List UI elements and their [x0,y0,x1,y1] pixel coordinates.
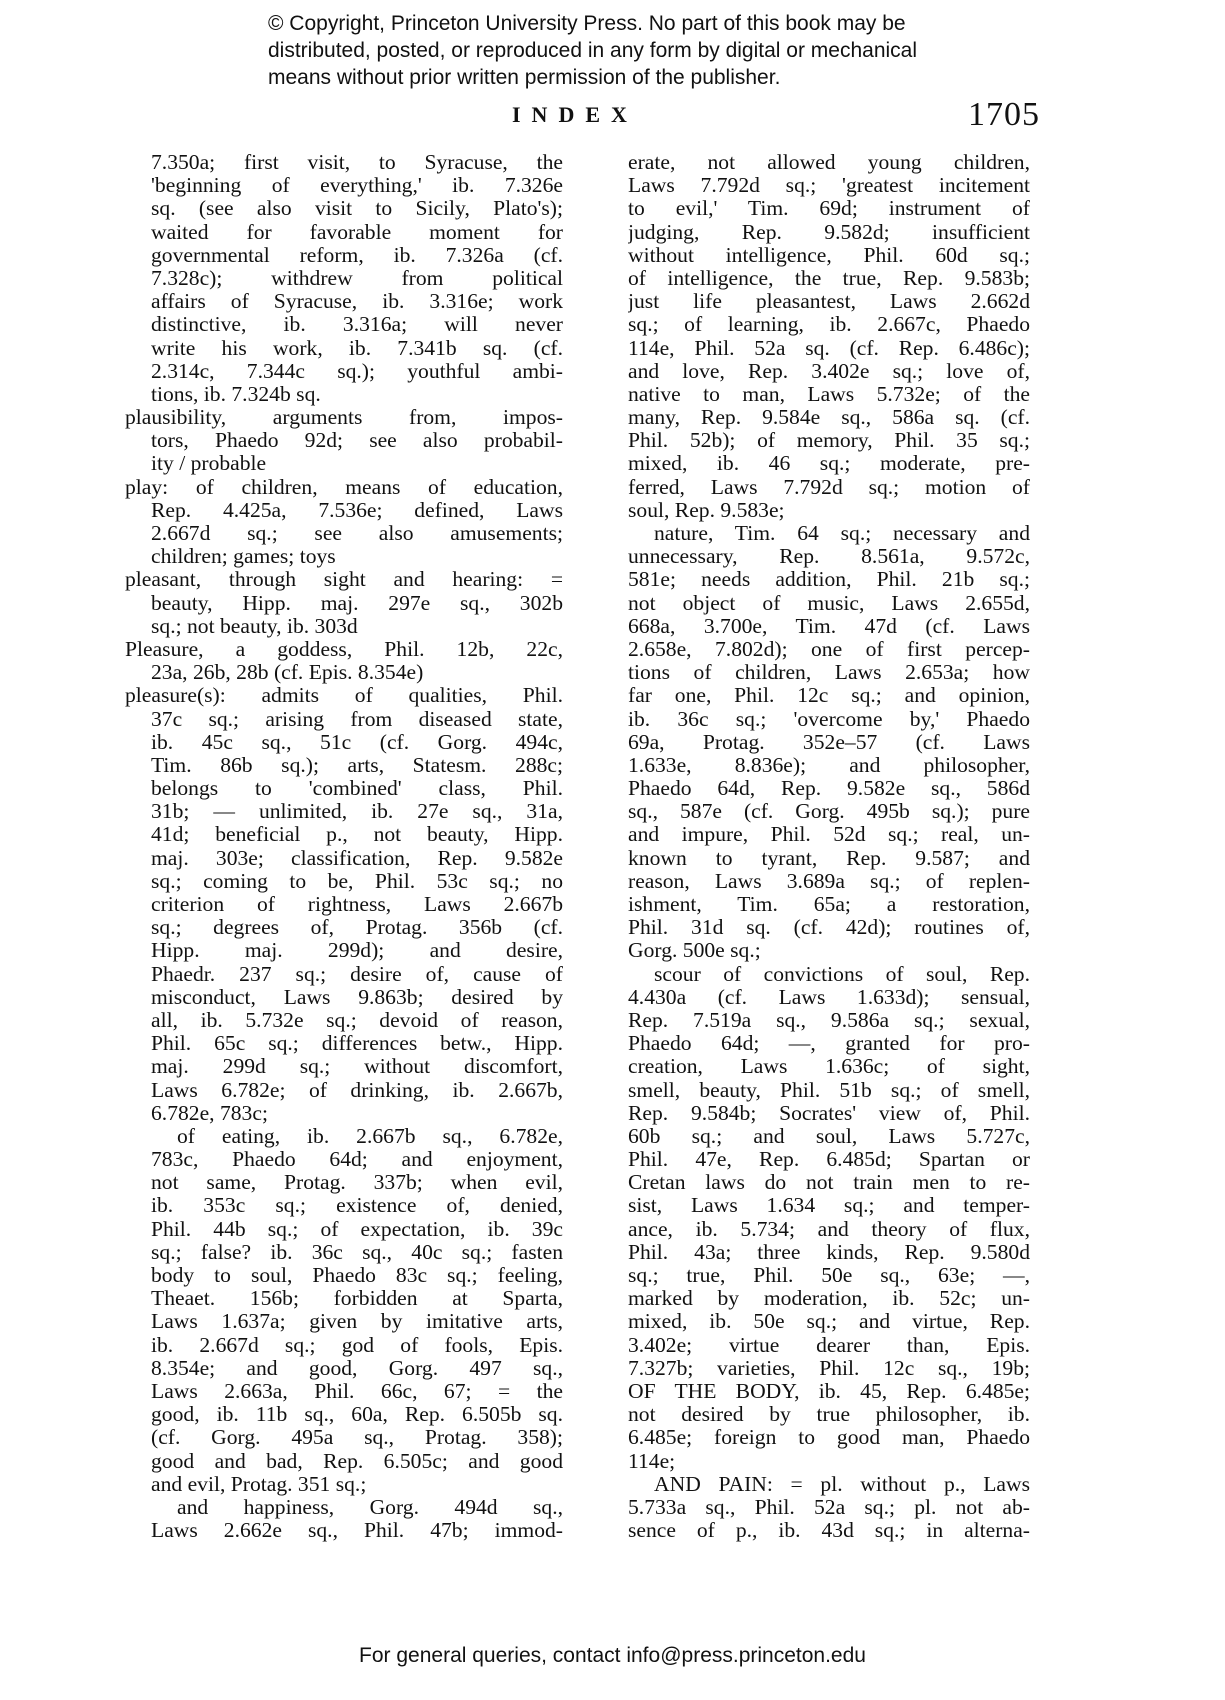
index-line: 41d; beneficial p., not beauty, Hipp. [151,823,563,847]
index-line: Laws 6.782e; of drinking, ib. 2.667b, [151,1078,563,1102]
index-line: smell, beauty, Phil. 51b sq.; of smell, [628,1078,1030,1102]
index-line: sq. (see also visit to Sicily, Plato's); [151,197,563,221]
index-line: without intelligence, Phil. 60d sq.; [628,243,1030,267]
index-line: Phil. 47e, Rep. 6.485d; Spartan or [628,1148,1030,1172]
index-line: Phaedo 64d, Rep. 9.582e sq., 586d [628,777,1030,801]
index-line: affairs of Syracuse, ib. 3.316e; work [151,290,563,314]
index-line: Laws 7.792d sq.; 'greatest incitement [628,174,1030,198]
index-line: 60b sq.; and soul, Laws 5.727c, [628,1124,1030,1148]
index-line: Phaedo 64d; —, granted for pro- [628,1032,1030,1056]
index-line: criterion of rightness, Laws 2.667b [151,893,563,916]
index-line: judging, Rep. 9.582d; insufficient [628,220,1030,244]
copyright-line: distributed, posted, or reproduced in any form by digital or mechanical [268,39,918,62]
index-line: sq.; coming to be, Phil. 53c sq.; no [151,869,563,893]
index-line: not same, Protag. 337b; when evil, [151,1171,563,1195]
index-line: waited for favorable moment for [151,220,563,244]
index-line: Rep. 9.584b; Socrates' view of, Phil. [628,1101,1030,1125]
index-line: 69a, Protag. 352e–57 (cf. Laws [628,730,1030,754]
index-line: ity / probable [151,452,267,476]
index-line: Phil. 43a; three kinds, Rep. 9.580d [628,1240,1030,1264]
index-line: tions, ib. 7.324b sq. [151,382,321,406]
index-line: 2.658e, 7.802d); one of first percep- [628,637,1030,661]
index-line: sq.; of learning, ib. 2.667c, Phaedo [628,313,1030,337]
index-line: ib. 45c sq., 51c (cf. Gorg. 494c, [151,730,563,754]
index-line: 3.402e; virtue dearer than, Epis. [628,1333,1030,1357]
index-line: 6.782e, 783c; [151,1101,268,1125]
index-line: Phil. 44b sq.; of expectation, ib. 39c [151,1217,563,1241]
index-line: (cf. Gorg. 495a sq., Protag. 358); [151,1426,563,1450]
index-column-left [125,151,563,1542]
index-line: and impure, Phil. 52d sq.; real, un- [628,823,1030,847]
index-line: 7.350a; first visit, to Syracuse, the [151,151,563,174]
index-line: 5.733a sq., Phil. 52a sq.; pl. not ab- [628,1495,1030,1519]
page-number: 1705 [968,96,1040,133]
index-line: soul, Rep. 9.583e; [628,498,785,522]
index-line: 2.314c, 7.344c sq.); youthful ambi- [151,359,563,383]
index-line: 783c, Phaedo 64d; and enjoyment, [151,1148,563,1172]
index-line: Rep. 7.519a sq., 9.586a sq.; sexual, [628,1008,1030,1032]
index-line: not desired by true philosopher, ib. [628,1403,1030,1427]
index-line: ishment, Tim. 65a; a restoration, [628,893,1030,916]
index-line: Laws 2.662e sq., Phil. 47b; immod- [151,1519,563,1543]
index-line: 7.327b; varieties, Phil. 12c sq., 19b; [628,1356,1030,1380]
index-line: not object of music, Laws 2.655d, [628,591,1030,615]
index-line: distinctive, ib. 3.316a; will never [151,313,563,337]
index-line: AND PAIN: = pl. without p., Laws [654,1472,1030,1496]
index-line: children; games; toys [151,545,336,569]
index-line: Tim. 86b sq.); arts, Statesm. 288c; [151,753,563,777]
index-line: marked by moderation, ib. 52c; un- [628,1287,1030,1311]
index-line: Theaet. 156b; forbidden at Sparta, [151,1287,563,1311]
copyright-line: © Copyright, Princeton University Press. No part of this book may be [268,12,906,35]
index-line: 2.667d sq.; see also amusements; [151,522,563,545]
index-line: just life pleasantest, Laws 2.662d [628,290,1030,314]
index-line: play: of children, means of education, [125,475,563,499]
index-line: far one, Phil. 12c sq.; and opinion, [628,684,1030,708]
index-line: 114e; [628,1449,676,1473]
index-line: Cretan laws do not train men to re- [628,1171,1030,1195]
index-line: many, Rep. 9.584e sq., 586a sq. (cf. [628,406,1030,430]
index-line: and evil, Protag. 351 sq.; [151,1472,367,1496]
index-line: Hipp. maj. 299d); and desire, [151,939,563,963]
index-line: reason, Laws 3.689a sq.; of replen- [628,869,1030,893]
index-line: Laws 2.663a, Phil. 66c, 67; = the [151,1379,563,1403]
index-line: sq.; false? ib. 36c sq., 40c sq.; fasten [151,1240,563,1264]
index-line: 23a, 26b, 28b (cf. Epis. 8.354e) [151,661,424,685]
index-line: sq.; degrees of, Protag. 356b (cf. [151,916,563,940]
index-line: Rep. 4.425a, 7.536e; defined, Laws [151,498,563,522]
index-line: ferred, Laws 7.792d sq.; motion of [628,475,1030,499]
index-line: good and bad, Rep. 6.505c; and good [151,1449,563,1473]
index-line: misconduct, Laws 9.863b; desired by [151,985,563,1009]
index-line: ance, ib. 5.734; and theory of flux, [628,1217,1030,1241]
index-line: Pleasure, a goddess, Phil. 12b, 22c, [125,637,563,661]
index-line: body to soul, Phaedo 83c sq.; feeling, [151,1264,563,1287]
copyright-line: means without prior written permission of the publisher. [268,66,781,89]
index-line: mixed, ib. 50e sq.; and virtue, Rep. [628,1310,1030,1334]
index-line: governmental reform, ib. 7.326a (cf. [151,243,563,267]
index-line: 'beginning of everything,' ib. 7.326e [151,174,563,198]
index-line: OF THE BODY, ib. 45, Rep. 6.485e; [628,1379,1030,1403]
index-line: tors, Phaedo 92d; see also probabil- [151,429,563,453]
footer-contact: For general queries, contact info@press.princeton.edu [359,1644,866,1667]
index-line: native to man, Laws 5.732e; of the [628,382,1030,406]
index-line: erate, not allowed young children, [628,151,1030,174]
index-line: 31b; — unlimited, ib. 27e sq., 31a, [151,800,563,824]
index-line: creation, Laws 1.636c; of sight, [628,1055,1030,1079]
index-line: good, ib. 11b sq., 60a, Rep. 6.505b sq. [151,1403,563,1427]
index-line: of eating, ib. 2.667b sq., 6.782e, [177,1124,563,1148]
index-line: ib. 353c sq.; existence of, denied, [151,1194,563,1218]
index-line: nature, Tim. 64 sq.; necessary and [654,522,1030,545]
index-line: mixed, ib. 46 sq.; moderate, pre- [628,452,1030,476]
index-line: Phil. 52b); of memory, Phil. 35 sq.; [628,429,1030,453]
index-line: scour of convictions of soul, Rep. [654,962,1030,986]
index-line: sence of p., ib. 43d sq.; in alterna- [628,1519,1030,1543]
index-line: plausibility, arguments from, impos- [125,406,563,430]
index-line: 668a, 3.700e, Tim. 47d (cf. Laws [628,614,1030,638]
index-line: maj. 299d sq.; without discomfort, [151,1055,563,1079]
running-head [0,96,1225,140]
index-line: ib. 36c sq.; 'overcome by,' Phaedo [628,707,1030,731]
index-line: sq.; not beauty, ib. 303d [151,614,358,638]
index-line: write his work, ib. 7.341b sq. (cf. [151,336,563,360]
index-line: belongs to 'combined' class, Phil. [151,777,563,801]
index-line: 4.430a (cf. Laws 1.633d); sensual, [628,985,1030,1009]
index-line: tions of children, Laws 2.653a; how [628,661,1030,685]
index-line: pleasant, through sight and hearing: = [125,568,563,592]
index-line: beauty, Hipp. maj. 297e sq., 302b [151,591,563,615]
index-line: and happiness, Gorg. 494d sq., [177,1495,563,1519]
copyright-notice [268,10,1028,91]
index-line: 7.328c); withdrew from political [151,266,563,290]
page-title: INDEX [512,102,638,127]
index-line: Phil. 31d sq. (cf. 42d); routines of, [628,916,1030,940]
index-line: 114e, Phil. 52a sq. (cf. Rep. 6.486c); [628,336,1030,360]
index-line: 581e; needs addition, Phil. 21b sq.; [628,568,1030,592]
index-line: 6.485e; foreign to good man, Phaedo [628,1426,1030,1450]
index-line: sq.; true, Phil. 50e sq., 63e; —, [628,1264,1030,1287]
index-line: known to tyrant, Rep. 9.587; and [628,846,1030,870]
index-line: sist, Laws 1.634 sq.; and temper- [628,1194,1030,1218]
index-line: all, ib. 5.732e sq.; devoid of reason, [151,1008,563,1032]
index-line: 8.354e; and good, Gorg. 497 sq., [151,1356,563,1380]
index-line: Phaedr. 237 sq.; desire of, cause of [151,962,563,986]
index-line: 1.633e, 8.836e); and philosopher, [628,753,1030,777]
index-line: to evil,' Tim. 69d; instrument of [628,197,1030,221]
index-line: ib. 2.667d sq.; god of fools, Epis. [151,1333,563,1357]
index-line: maj. 303e; classification, Rep. 9.582e [151,846,563,870]
index-line: Phil. 65c sq.; differences betw., Hipp. [151,1032,563,1056]
index-line: of intelligence, the true, Rep. 9.583b; [628,266,1030,290]
index-line: 37c sq.; arising from diseased state, [151,707,563,731]
index-line: Laws 1.637a; given by imitative arts, [151,1310,563,1334]
index-line: Gorg. 500e sq.; [628,939,761,963]
index-line: unnecessary, Rep. 8.561a, 9.572c, [628,545,1030,569]
index-line: and love, Rep. 3.402e sq.; love of, [628,359,1030,383]
index-line: pleasure(s): admits of qualities, Phil. [125,684,563,708]
index-line: sq., 587e (cf. Gorg. 495b sq.); pure [628,800,1030,824]
index-column-right [628,151,1030,1542]
